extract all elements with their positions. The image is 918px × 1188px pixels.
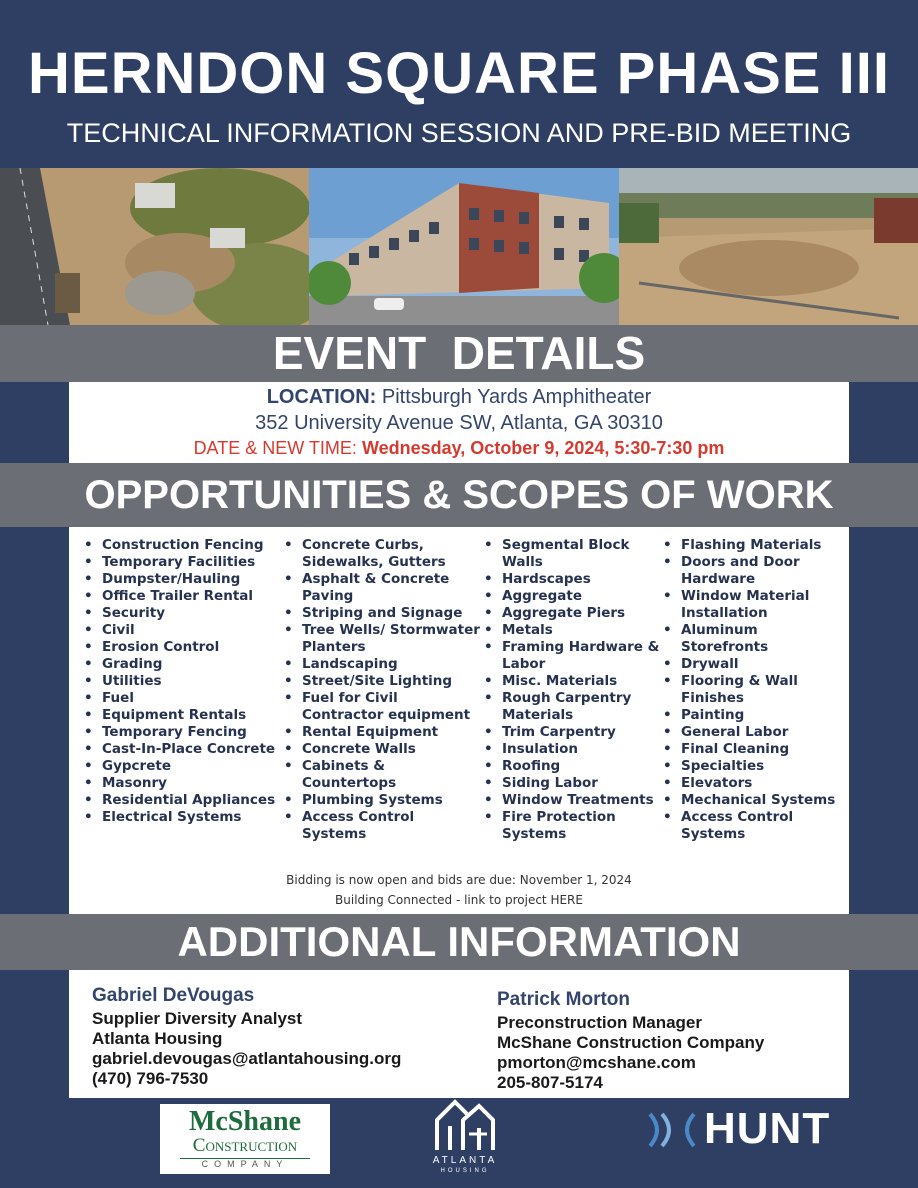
atlanta-housing-logo [425, 1098, 505, 1180]
scope-item: • Masonry [80, 775, 280, 792]
scope-item: • Grading [80, 656, 280, 673]
scope-item: • Residential Appliances [80, 792, 280, 809]
location-name: Pittsburgh Yards Amphitheater [381, 386, 652, 408]
building-connected-link[interactable]: Building Connected - link to project HERE [335, 893, 583, 907]
scope-item: • Temporary Facilities [80, 554, 280, 571]
contact-email[interactable]: pmorton@mcshane.com [497, 1053, 696, 1072]
scope-item: • Final Cleaning [659, 741, 839, 758]
contact-org: McShane Construction Company [497, 1033, 765, 1052]
house-icon [433, 1098, 497, 1150]
hunt-logo-text: HUNT [704, 1104, 831, 1153]
scope-item: • Civil [80, 622, 280, 639]
scope-item: • Segmental Block Walls [480, 537, 660, 571]
contact-name: Patrick Morton [497, 989, 631, 1010]
scope-item: • Street/Site Lighting [280, 673, 480, 690]
scope-item: • Aggregate Piers [480, 605, 660, 622]
contacts-panel [69, 970, 849, 1098]
scope-item: • Doors and Door Hardware [659, 554, 839, 588]
scope-item: • Equipment Rentals [80, 707, 280, 724]
scope-item: • Aluminum Storefronts [659, 622, 839, 656]
location-address: 352 University Avenue SW, Atlanta, GA 30310 [255, 412, 663, 434]
scope-item: • General Labor [659, 724, 839, 741]
photo-strip [0, 168, 918, 325]
scope-item: • Plumbing Systems [280, 792, 480, 809]
hunt-mark-icon [646, 1110, 700, 1150]
mcshane-logo [160, 1104, 330, 1174]
mcshane-logo-line2: Construction [192, 1135, 298, 1156]
contact-phone: 205-807-5174 [497, 1073, 603, 1092]
contact-title: Preconstruction Manager [497, 1013, 702, 1032]
event-details-panel [69, 382, 849, 463]
scope-item: • Striping and Signage [280, 605, 480, 622]
contact-title: Supplier Diversity Analyst [92, 1009, 303, 1028]
scope-item: • Aggregate [480, 588, 660, 605]
scope-list-col4 [659, 537, 839, 843]
scope-item: • Utilities [80, 673, 280, 690]
scope-list-col3 [480, 537, 660, 843]
scope-item: • Rough Carpentry Materials [480, 690, 660, 724]
site-aerial-photo [0, 168, 309, 325]
date-value: Wednesday, October 9, 2024, 5:30-7:30 pm [361, 438, 725, 458]
date-line [69, 438, 849, 459]
scope-item: • Metals [480, 622, 660, 639]
scope-item: • Siding Labor [480, 775, 660, 792]
atlanta-logo-line2: HOUSING [440, 1168, 490, 1174]
contact-email[interactable]: gabriel.devougas@atlantahousing.org [92, 1049, 402, 1068]
site-overview-photo [619, 168, 918, 325]
hunt-logo [646, 1106, 846, 1152]
scope-item: • Asphalt & Concrete Paving [280, 571, 480, 605]
scope-item: • Access Control Systems [659, 809, 839, 843]
page-title: HERNDON SQUARE PHASE III [28, 41, 890, 106]
mcshane-logo-line3: COMPANY [180, 1158, 310, 1169]
scope-item: • Cabinets & Countertops [280, 758, 480, 792]
scope-item: • Electrical Systems [80, 809, 280, 826]
building-rendering-photo [309, 168, 619, 325]
scope-item: • Elevators [659, 775, 839, 792]
scope-item: • Flashing Materials [659, 537, 839, 554]
scope-item: • Mechanical Systems [659, 792, 839, 809]
scope-item: • Rental Equipment [280, 724, 480, 741]
scope-item: • Erosion Control [80, 639, 280, 656]
location-line [69, 386, 849, 409]
scope-item: • Roofing [480, 758, 660, 775]
scope-list-col1 [80, 537, 280, 826]
scope-item: • Insulation [480, 741, 660, 758]
scope-item: • Security [80, 605, 280, 622]
date-label: DATE & NEW TIME: [193, 438, 357, 458]
scope-item: • Hardscapes [480, 571, 660, 588]
opportunities-heading: OPPORTUNITIES & SCOPES OF WORK [0, 463, 918, 527]
scope-list-col2 [280, 537, 480, 843]
scope-item: • Landscaping [280, 656, 480, 673]
scope-item: • Fire Protection Systems [480, 809, 660, 843]
contact-morton [497, 990, 764, 1093]
scope-item: • Drywall [659, 656, 839, 673]
scope-item: • Gypcrete [80, 758, 280, 775]
scope-item: • Specialties [659, 758, 839, 775]
scope-item: • Access Control Systems [280, 809, 480, 843]
additional-info-heading: ADDITIONAL INFORMATION [0, 914, 918, 970]
contact-org: Atlanta Housing [92, 1029, 223, 1048]
location-label: LOCATION: [266, 386, 377, 408]
scope-item: • Concrete Walls [280, 741, 480, 758]
contact-name: Gabriel DeVougas [92, 985, 255, 1006]
scope-item: • Flooring & Wall Finishes [659, 673, 839, 707]
scope-item: • Window Material Installation [659, 588, 839, 622]
scope-item: • Dumpster/Hauling [80, 571, 280, 588]
mcshane-logo-line1: McShane [189, 1106, 301, 1137]
scope-item: • Tree Wells/ Stormwater Planters [280, 622, 480, 656]
scope-item: • Temporary Fencing [80, 724, 280, 741]
scope-item: • Office Trailer Rental [80, 588, 280, 605]
scope-item: • Framing Hardware & Labor [480, 639, 660, 673]
scope-item: • Painting [659, 707, 839, 724]
scope-item: • Construction Fencing [80, 537, 280, 554]
scope-item: • Concrete Curbs, Sidewalks, Gutters [280, 537, 480, 571]
bidding-note: Bidding is now open and bids are due: November 1, 2024 [286, 873, 632, 887]
page-subtitle: TECHNICAL INFORMATION SESSION AND PRE-BID MEETING [66, 118, 852, 148]
atlanta-logo-line1: ATLANTA [432, 1155, 498, 1166]
scope-item: • Cast-In-Place Concrete [80, 741, 280, 758]
event-details-heading: EVENT DETAILS [0, 325, 918, 382]
scope-item: • Trim Carpentry [480, 724, 660, 741]
scope-item: • Misc. Materials [480, 673, 660, 690]
scope-item: • Fuel [80, 690, 280, 707]
scope-item: • Window Treatments [480, 792, 660, 809]
scope-item: • Fuel for Civil Contractor equipment [280, 690, 480, 724]
contact-phone: (470) 796-7530 [92, 1069, 209, 1088]
contact-devougas [92, 986, 401, 1089]
